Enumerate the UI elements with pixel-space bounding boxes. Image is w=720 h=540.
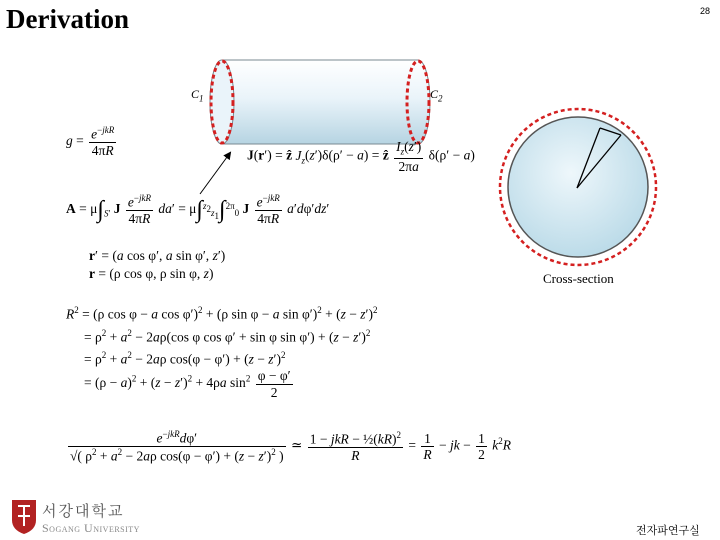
equation-current-density: J(r′) = ẑ $J_z(z')\delta(\rho' - a)$ = ẑ $\frac{I_z(z')}{2\pi a}$ δ(ρ′ − a) bbox=[247, 139, 475, 174]
lab-name: 전자파연구실 bbox=[636, 525, 700, 537]
equation-vector-potential: $A = \mu\int_{S'}$ J $\frac{e^{-jkR}}{4\pi R}$ da′ = μ∫$^{z_2}_{z_1}$∫$^{2\pi}_0$ J $\frac{e^{-jkR}}{4\pi R}$ a′dφ′dz′ bbox=[66, 193, 330, 226]
equation-r-squared-2: = $\rho^2 + a^2 - 2a\rho(\cos$ φ cos φ′ + sin φ $\sin \varphi') + (z - z')^2$ bbox=[84, 328, 371, 345]
cross-section-disc bbox=[500, 109, 656, 265]
slide-title: Derivation bbox=[6, 4, 129, 34]
label-c1: $C_1$ bbox=[191, 87, 204, 104]
equation-field-position: r = (ρ cos φ, ρ sin φ, z) bbox=[89, 266, 214, 281]
cylinder bbox=[210, 60, 430, 144]
cross-section-label: Cross-section bbox=[543, 271, 614, 286]
equation-r-squared-4: = $(\rho - a)^2 + (z - z')^2 + 4\rho a$ $\sin^2$ $\frac{\varphi - \varphi'}{2}$ bbox=[84, 368, 291, 400]
equation-green-function: g = $\frac{e^{-jkR}}{4\pi R}$ bbox=[66, 125, 115, 158]
logo-korean-name: 서강대학교 bbox=[42, 502, 125, 520]
equation-r-squared-3: = $\rho^2 + a^2 - 2a\rho$ $\cos(\varphi - \varphi') + (z - z')^2$ bbox=[84, 350, 286, 367]
page-number: 28 bbox=[700, 6, 711, 16]
pointer-arrow bbox=[200, 153, 230, 194]
equation-source-position: r′ = (a cos φ′, a sin φ′, z′) bbox=[89, 248, 226, 263]
label-c2: $C_2$ bbox=[430, 87, 443, 104]
equation-kernel-expansion: $\frac{e^{-jkR}d\varphi'}{√( \rho^2 + a^2 - 2a\rho \cos(\varphi - \varphi') + (z - z')^2 )}$ ≃ $\frac{1 - jkR - \frac{1}{2}(kR)^2}{R}$ = $\frac{1}{R}$ − jk − $\frac{1}{2}$ $k^2R$ bbox=[70, 429, 512, 464]
logo-english-name: Sogang University bbox=[42, 521, 140, 535]
equation-r-squared-1: $R^2 = (\rho$ cos φ − a cos φ′)$^2$ + (ρ sin φ − a $\sin \varphi')^2 + (z - z')^2$ bbox=[66, 305, 378, 322]
